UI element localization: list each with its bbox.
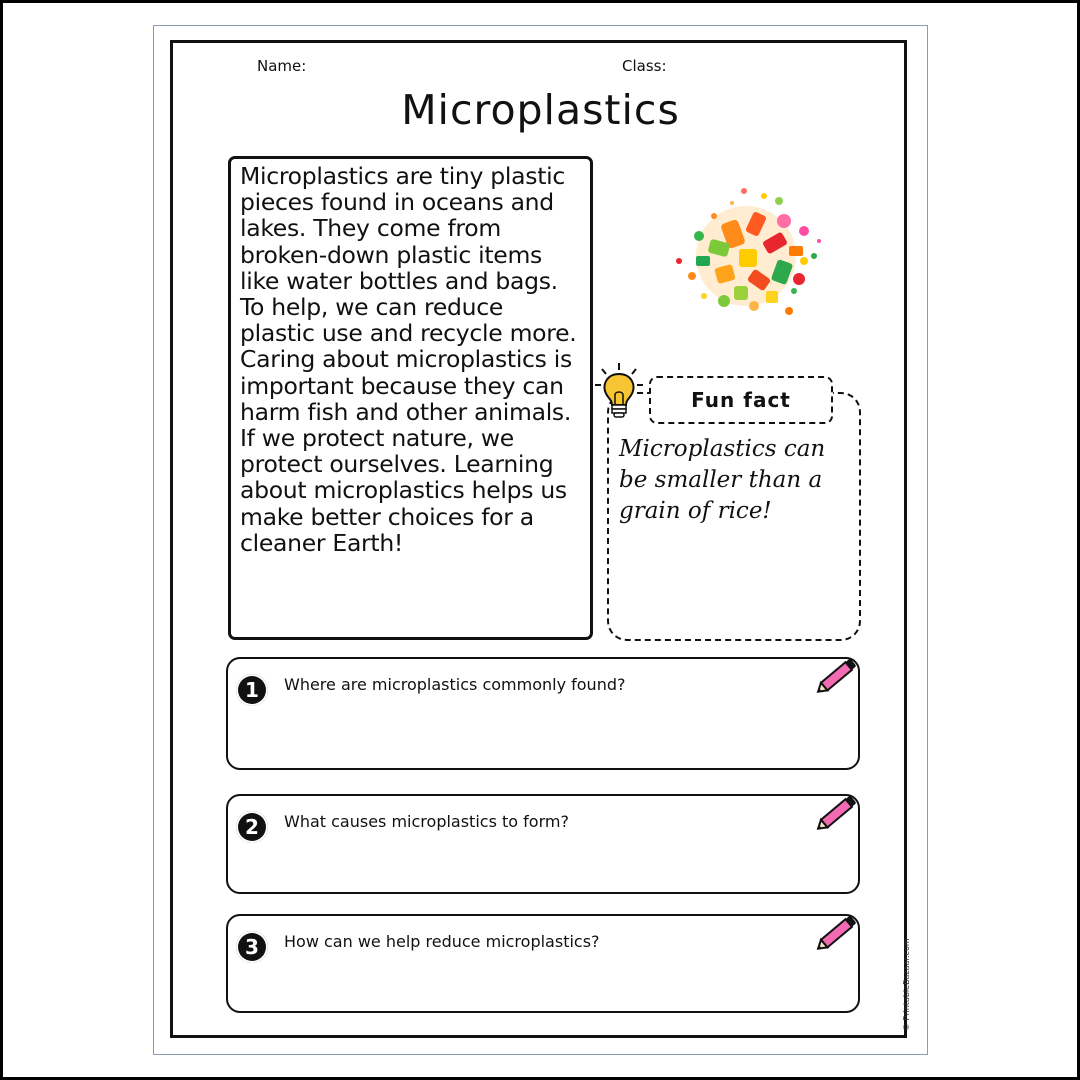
question-box-3[interactable] — [226, 914, 860, 1013]
question-number-badge: 3 — [236, 931, 268, 963]
question-box-1[interactable] — [226, 657, 860, 770]
page-title: Microplastics — [401, 86, 680, 134]
reading-passage-box — [228, 156, 593, 640]
question-box-2[interactable] — [226, 794, 860, 894]
question-text: Where are microplastics commonly found? — [284, 675, 626, 694]
question-number-badge: 2 — [236, 811, 268, 843]
fun-fact-heading: Fun fact — [649, 376, 833, 424]
copyright-text: © PrintableBazaar.com — [902, 938, 911, 1031]
microplastics-image — [654, 161, 839, 346]
question-text: What causes microplastics to form? — [284, 812, 569, 831]
reading-passage: Microplastics are tiny plastic pieces found in oceans and lakes. They come from broken-down plastic items like water bottles and bags. To help, we can reduce plastic use and recycle more. Caring about microplastics is important because they can harm fish and other animals. If we protect nature, we protect ourselves. Learning about microplastics helps us make better choices for a cleaner Earth! — [240, 162, 577, 557]
worksheet-page — [153, 25, 928, 1055]
pencil-icon — [812, 786, 864, 838]
fun-fact-text: Microplastics can be smaller than a grain of rice! — [619, 436, 826, 524]
lightbulb-icon — [594, 361, 644, 427]
name-label: Name: — [257, 57, 307, 75]
question-number-badge: 1 — [236, 674, 268, 706]
plastic-pieces — [676, 188, 821, 315]
pencil-icon — [812, 649, 864, 701]
question-text: How can we help reduce microplastics? — [284, 932, 600, 951]
class-label: Class: — [622, 57, 667, 75]
pencil-icon — [812, 906, 864, 958]
